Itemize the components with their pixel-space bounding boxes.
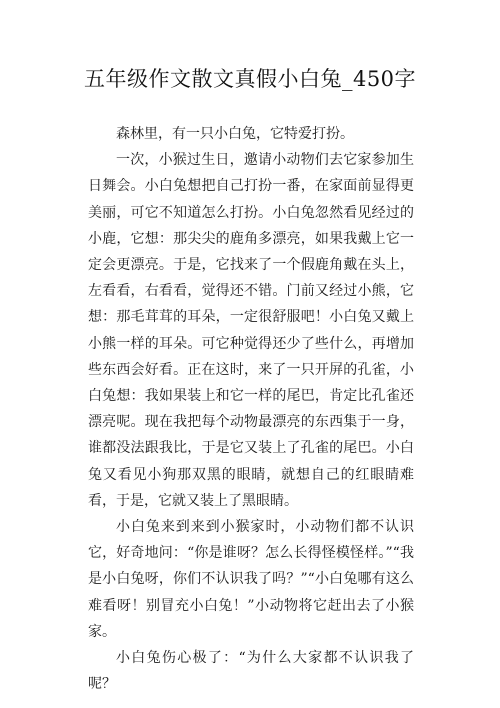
article-body: [88, 121, 414, 697]
paragraph-2: 一次，小猴过生日，邀请小动物们去它家参加生日舞会。小白兔想把自己打扮一番，在家面前显得更美丽，可它不知道怎么打扮。小白兔忽然看见经过的小鹿，它想：那尖尖的鹿角多漂亮，如果我戴上它一定会更漂亮。于是，它找来了一个假鹿角戴在头上，左看看，右看看，觉得还不错。门前又经过小熊，它想：那毛茸茸的耳朵，一定很舒服吧！小白兔又戴上小熊一样的耳朵。可它种觉得还少了些什么，再增加些东西会好看。正在这时，来了一只开屏的孔雀，小白兔想：我如果装上和它一样的尾巴，肯定比孔雀还漂亮呢。现在我把每个动物最漂亮的东西集于一身，谁都没法跟我比，于是它又装上了孔雀的尾巴。小白兔又看见小狗那双黑的眼睛，就想自己的红眼睛难看，于是，它就又装上了黑眼睛。: [88, 152, 414, 509]
paragraph-4: 小白兔伤心极了：“为什么大家都不认识我了呢？: [88, 650, 414, 693]
page-title: 五年级作文散文真假小白兔_450字: [83, 67, 417, 91]
paragraph-1: 森林里，有一只小白兔，它特爱打扮。: [116, 126, 354, 142]
paragraph-3: 小白兔来到来到小猴家时，小动物们都不认识它，好奇地问：“你是谁呀？怎么长得怪模怪样。”“我是小白兔呀，你们不认识我了吗？”“小白兔哪有这么难看呀！别冒充小白兔！”小动物将它赶出去了小猴家。: [88, 519, 414, 640]
